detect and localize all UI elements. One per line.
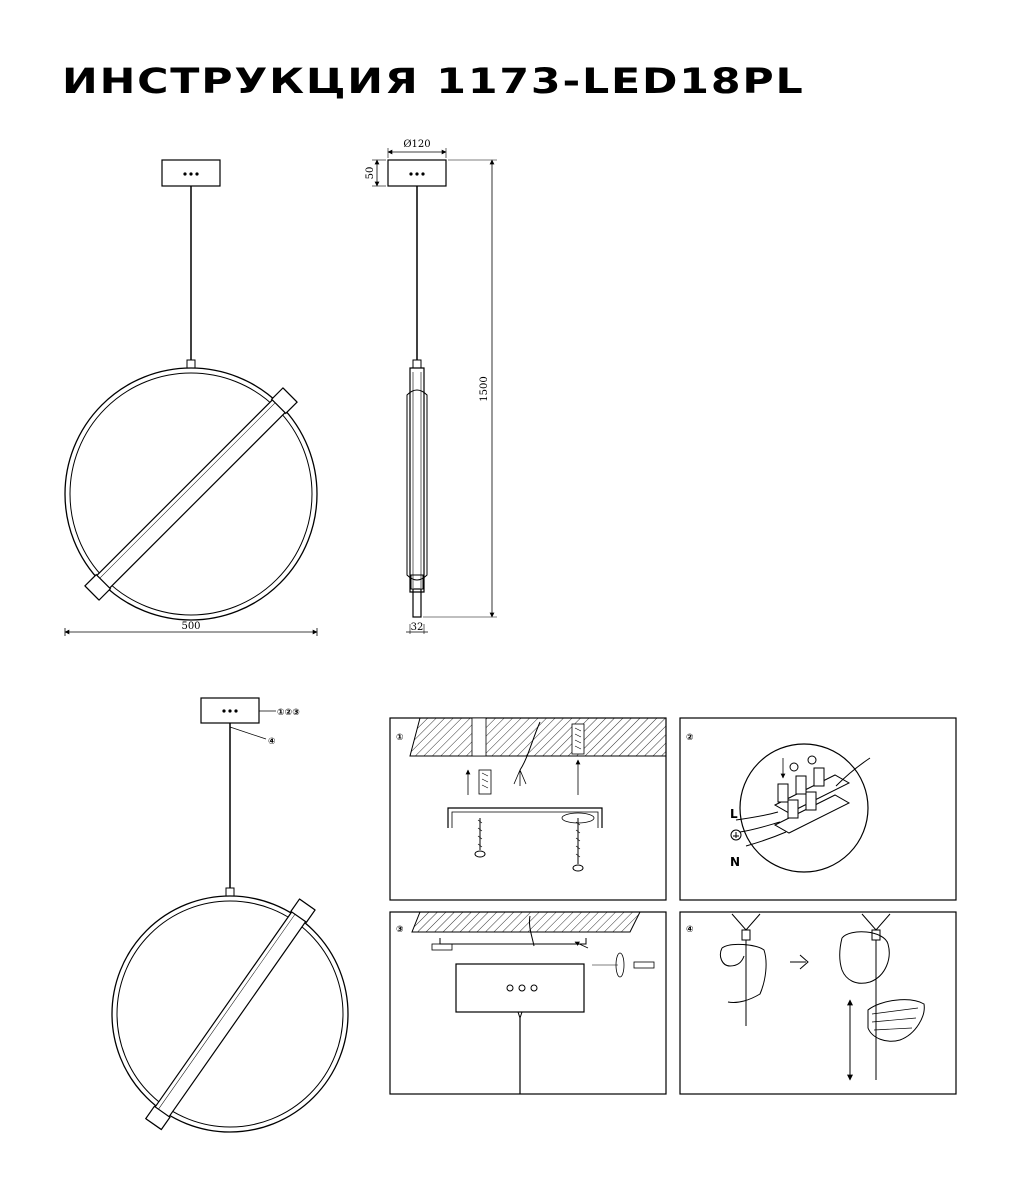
step-4-panel — [680, 912, 956, 1094]
step-3-marker: ③ — [396, 925, 404, 935]
live-wire-label: L — [730, 807, 738, 821]
page-title: ИНСТРУКЦИЯ 1173-LED18PL — [62, 62, 805, 102]
front-view — [65, 160, 317, 636]
side-ring-profile — [410, 368, 424, 592]
total-height-label: 1500 — [479, 376, 490, 402]
step-4-marker: ④ — [686, 925, 694, 935]
cable-clamp — [187, 360, 195, 368]
step-2-panel — [680, 718, 956, 900]
neutral-wire-label: N — [730, 855, 741, 869]
step-1-marker: ① — [396, 733, 404, 743]
depth-label: 32 — [410, 622, 424, 633]
canopy-screws — [183, 172, 198, 175]
step-2-marker: ② — [686, 733, 694, 743]
led-tube — [85, 388, 297, 600]
canopy-height-label: 50 — [365, 166, 376, 180]
assembly-overview — [112, 698, 348, 1132]
canopy-steps-callout: ①②③ — [277, 708, 300, 718]
cable-step-callout: ④ — [268, 737, 276, 747]
canopy-diameter-label: Ø120 — [403, 139, 431, 150]
step-3-panel — [390, 912, 666, 1094]
width-label: 500 — [181, 621, 201, 632]
step-1-panel — [390, 718, 666, 900]
